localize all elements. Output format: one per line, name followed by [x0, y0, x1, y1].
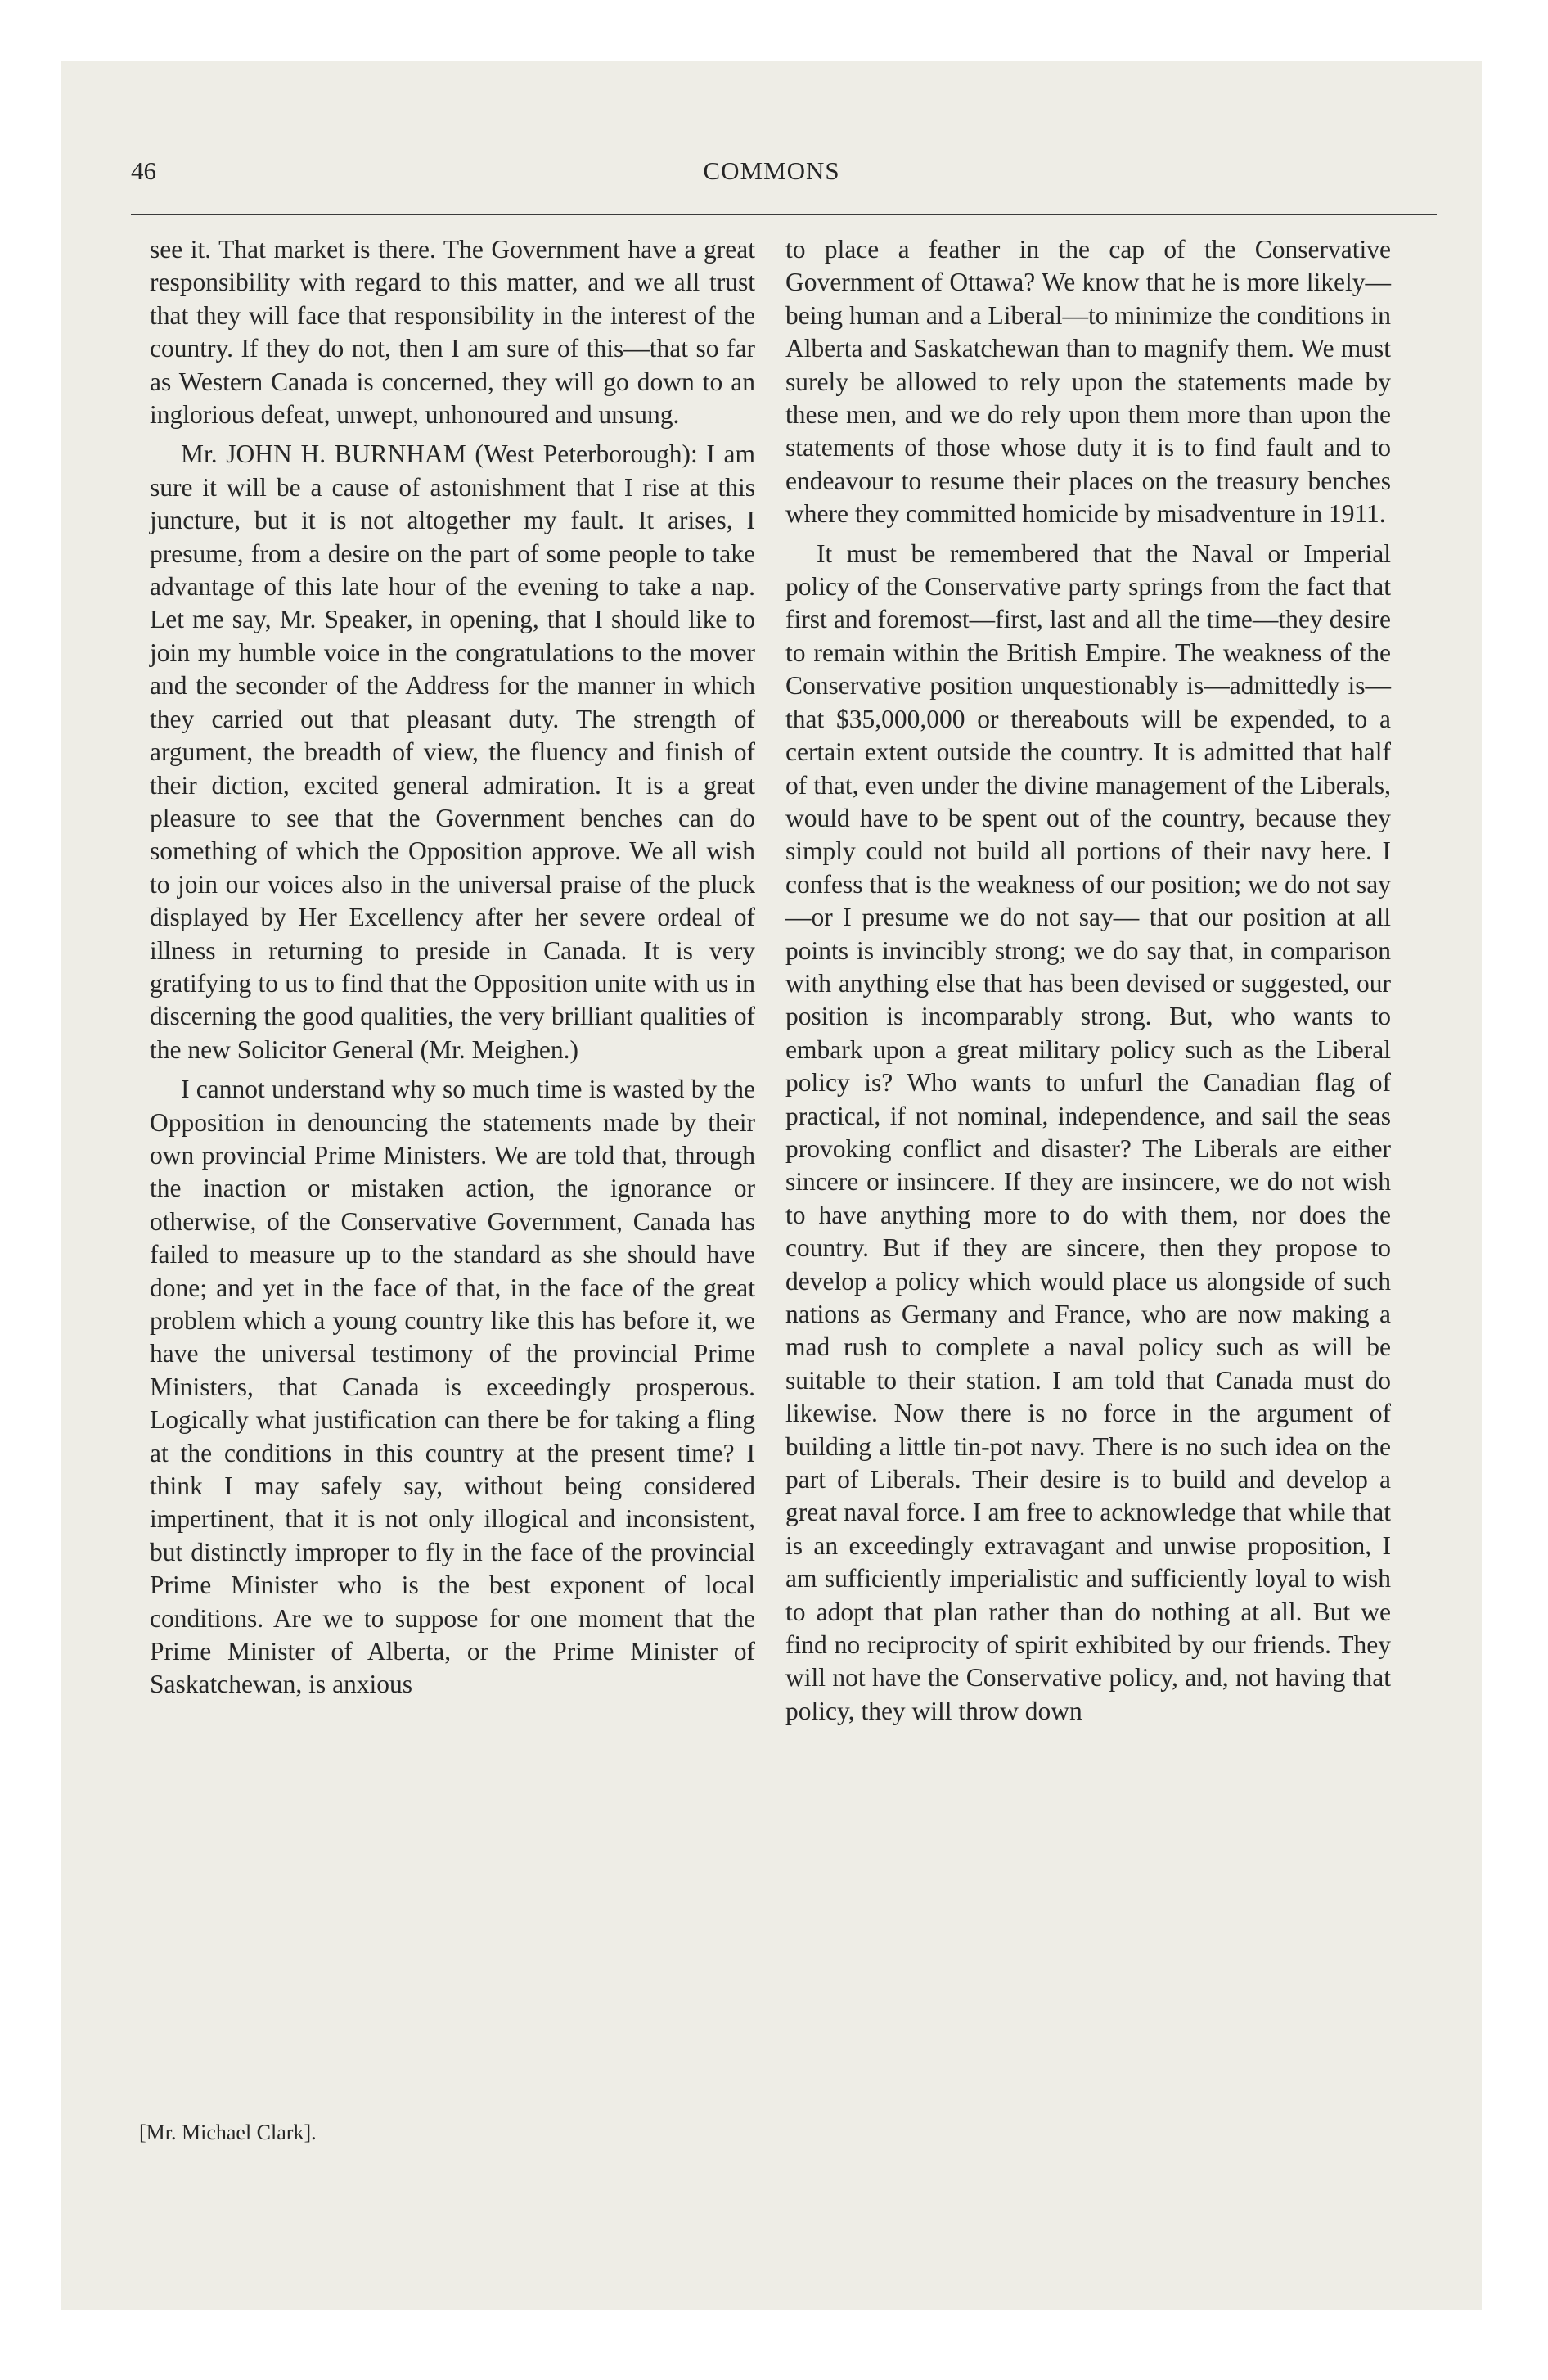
speaker-note: [Mr. Michael Clark].: [139, 2121, 317, 2144]
header-rule: [131, 214, 1437, 215]
document-page: [61, 61, 1482, 2310]
paragraph: to place a feather in the cap of the Conservative Government of Ottawa? We know that he is more likely—being human and a Liberal—to minimize the conditions in Alberta and Saskatchewan than to magnify them. We must surely be allowed to rely upon the statements made by these men, and we do rely upon them more than upon the statements of those whose duty it is to find fault and to endeavour to resume their places on the treasury benches where they committed homicide by misadventure in 1911.: [785, 235, 1391, 529]
paragraph: see it. That market is there. The Government have a great responsibility with regard to this matter, and we all trust that they will face that responsibility in the interest of the country. If they do not, then I am sure of this—that so far as Western Canada is concerned, they will go down to an inglorious defeat, unwept, unhonoured and unsung.: [150, 235, 755, 430]
paragraph: It must be remembered that the Naval or Imperial policy of the Conservative party springs from the fact that first and foremost—first, last and all the time—they desire to remain within the British Empire. The weakness of the Conservative position unquestionably is—admittedly is—that $35,000,000 or thereabouts will be expended, to a certain extent outside the country. It is admitted that half of that, even under the divine management of the Liberals, would have to be spent out of the country, because they simply could not build all portions of their navy here. I confess that is the weakness of our position; we do not say—or I presume we do not say— that our position at all points is invincibly strong; we do say that, in comparison with anything else that has been devised or suggested, our position is incomparably strong. But, who wants to embark upon a great military policy such as the Liberal policy is? Who wants to unfurl the Canadian flag of practical, if not nominal, independence, and sail the seas provoking conflict and disaster? The Liberals are either sincere or insincere. If they are insincere, we do not wish to have anything more to do with them, nor does the country. But if they are sincere, then they propose to develop a policy which would place us alongside of such nations as Germany and France, who are now making a mad rush to complete a naval policy such as will be suitable to their station. I am told that Canada must do likewise. Now there is no force in the argument of building a little tin-pot navy. There is no such idea on the part of Liberals. Their desire is to build and develop a great naval force. I am free to acknowledge that while that is an exceedingly extravagant and unwise proposition, I am sufficiently imperialistic and sufficiently loyal to wish to adopt that plan rather than do nothing at all. But we find no reciprocity of spirit exhibited by our friends. They will not have the Conservative policy, and, not having that policy, they will throw down: [785, 539, 1391, 1725]
right-column: [785, 233, 1391, 1728]
running-title: COMMONS: [703, 156, 840, 185]
page-number: 46: [131, 156, 156, 185]
left-column: [150, 233, 755, 1702]
paragraph: Mr. JOHN H. BURNHAM (West Peterborough): I am sure it will be a cause of astonishment that I rise at this juncture, but it is not altogether my fault. It arises, I presume, from a desire on the part of some people to take advantage of this late hour of the evening to take a nap. Let me say, Mr. Speaker, in opening, that I should like to join my humble voice in the congratulations to the mover and the seconder of the Address for the manner in which they carried out that pleasant duty. The strength of argument, the breadth of view, the fluency and finish of their diction, excited general admiration. It is a great pleasure to see that the Government benches can do something of which the Opposition approve. We all wish to join our voices also in the universal praise of the pluck displayed by Her Excellency after her severe ordeal of illness in returning to preside in Canada. It is very gratifying to us to find that the Opposition unite with us in discerning the good qualities, the very brilliant qualities of the new Solicitor General (Mr. Meighen.): [150, 439, 755, 1064]
paragraph: I cannot understand why so much time is wasted by the Opposition in denouncing the statements made by their own provincial Prime Ministers. We are told that, through the inaction or mistaken action, the ignorance or otherwise, of the Conservative Government, Canada has failed to measure up to the standard as she should have done; and yet in the face of that, in the face of the great problem which a young country like this has before it, we have the universal testimony of the provincial Prime Ministers, that Canada is exceedingly prosperous. Logically what justification can there be for taking a fling at the conditions in this country at the present time? I think I may safely say, without being considered impertinent, that it is not only illogical and inconsistent, but distinctly improper to fly in the face of the provincial Prime Minister who is the best exponent of local conditions. Are we to suppose for one moment that the Prime Minister of Alberta, or the Prime Minister of Saskatchewan, is anxious: [150, 1075, 755, 1699]
